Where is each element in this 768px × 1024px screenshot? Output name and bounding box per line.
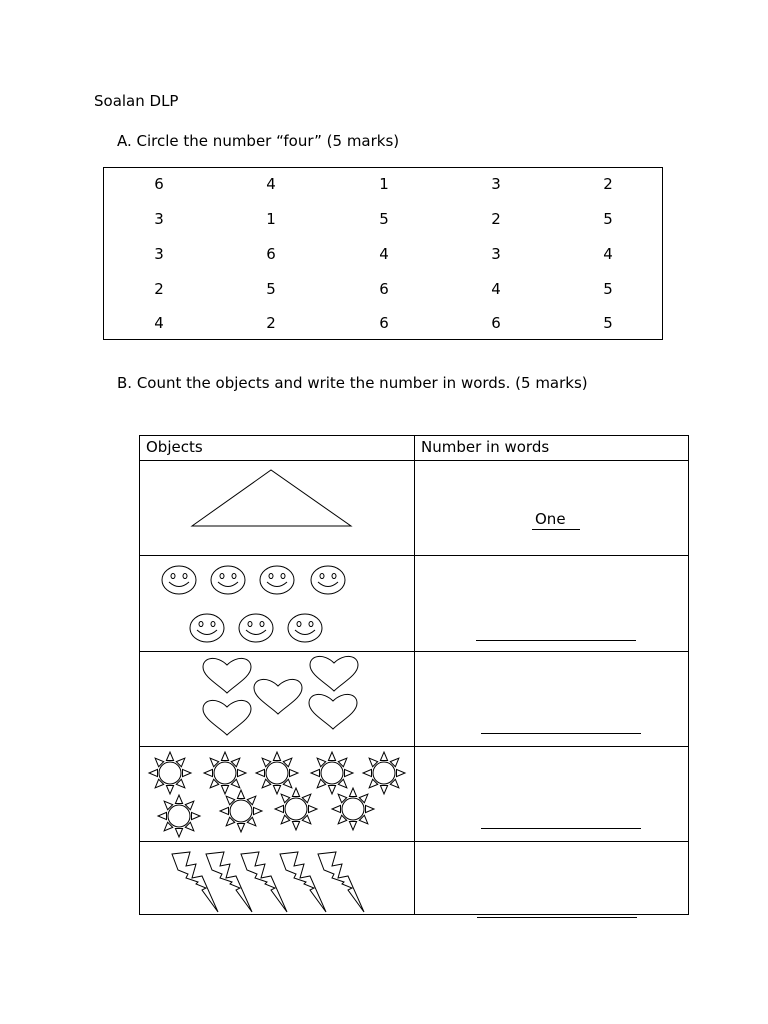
grid-number[interactable]: 4 <box>603 245 613 263</box>
triangle-icon <box>192 470 351 526</box>
grid-number[interactable]: 5 <box>379 210 389 228</box>
grid-number[interactable]: 2 <box>154 280 164 298</box>
sun-icon <box>311 752 353 794</box>
grid-number[interactable]: 4 <box>379 245 389 263</box>
grid-number[interactable]: 6 <box>491 314 501 332</box>
grid-number[interactable]: 4 <box>266 175 276 193</box>
sun-icon <box>204 752 246 794</box>
answer-underline-row-1 <box>532 529 580 530</box>
lightning-bolt-icon <box>318 852 364 912</box>
grid-number[interactable]: 6 <box>379 280 389 298</box>
grid-number[interactable]: 1 <box>379 175 389 193</box>
document-title: Soalan DLP <box>94 92 179 110</box>
column-header-number-in-words: Number in words <box>421 438 550 456</box>
heart-icon <box>310 656 358 691</box>
sun-icon <box>332 788 374 830</box>
heart-icon <box>203 658 251 693</box>
smiley-face-icon <box>190 614 224 642</box>
smiley-face-icon <box>239 614 273 642</box>
number-grid <box>103 167 663 340</box>
sun-icon <box>149 752 191 794</box>
objects-artwork <box>140 436 414 916</box>
grid-number[interactable]: 3 <box>154 245 164 263</box>
grid-number[interactable]: 1 <box>266 210 276 228</box>
table-column-divider <box>414 436 415 914</box>
heart-icon <box>254 679 302 714</box>
grid-number[interactable]: 5 <box>603 210 613 228</box>
grid-number[interactable]: 2 <box>491 210 501 228</box>
smiley-face-icon <box>260 566 294 594</box>
grid-number[interactable]: 4 <box>491 280 501 298</box>
grid-number[interactable]: 3 <box>491 245 501 263</box>
smiley-face-icon <box>162 566 196 594</box>
answer-line-row-3[interactable] <box>481 733 641 734</box>
heart-icon <box>309 694 357 729</box>
sun-icon <box>220 790 262 832</box>
grid-number[interactable]: 3 <box>491 175 501 193</box>
smiley-face-icon <box>211 566 245 594</box>
answer-line-row-5[interactable] <box>477 917 637 918</box>
lightning-bolts-group <box>172 852 364 912</box>
heart-icon <box>203 700 251 735</box>
sun-icon <box>158 795 200 837</box>
question-a-instruction: A. Circle the number “four” (5 marks) <box>117 132 400 150</box>
answer-line-row-2[interactable] <box>476 640 636 641</box>
answer-line-row-4[interactable] <box>481 828 641 829</box>
suns-group <box>149 752 405 837</box>
question-b-instruction: B. Count the objects and write the number in words. (5 marks) <box>117 374 588 392</box>
grid-number[interactable]: 3 <box>154 210 164 228</box>
lightning-bolt-icon <box>280 852 326 912</box>
lightning-bolt-icon <box>172 852 218 912</box>
grid-number[interactable]: 5 <box>266 280 276 298</box>
smiley-faces-group <box>162 566 345 642</box>
grid-number[interactable]: 6 <box>154 175 164 193</box>
grid-number[interactable]: 6 <box>266 245 276 263</box>
smiley-face-icon <box>311 566 345 594</box>
hearts-group <box>203 656 358 735</box>
column-header-objects: Objects <box>146 438 203 456</box>
objects-table <box>139 435 689 915</box>
grid-number[interactable]: 5 <box>603 280 613 298</box>
sun-icon <box>275 788 317 830</box>
grid-number[interactable]: 4 <box>154 314 164 332</box>
grid-number[interactable]: 6 <box>379 314 389 332</box>
answer-row-1: One <box>535 510 566 528</box>
grid-number[interactable]: 5 <box>603 314 613 332</box>
lightning-bolt-icon <box>206 852 252 912</box>
grid-number[interactable]: 2 <box>603 175 613 193</box>
sun-icon <box>363 752 405 794</box>
grid-number[interactable]: 2 <box>266 314 276 332</box>
sun-icon <box>256 752 298 794</box>
smiley-face-icon <box>288 614 322 642</box>
